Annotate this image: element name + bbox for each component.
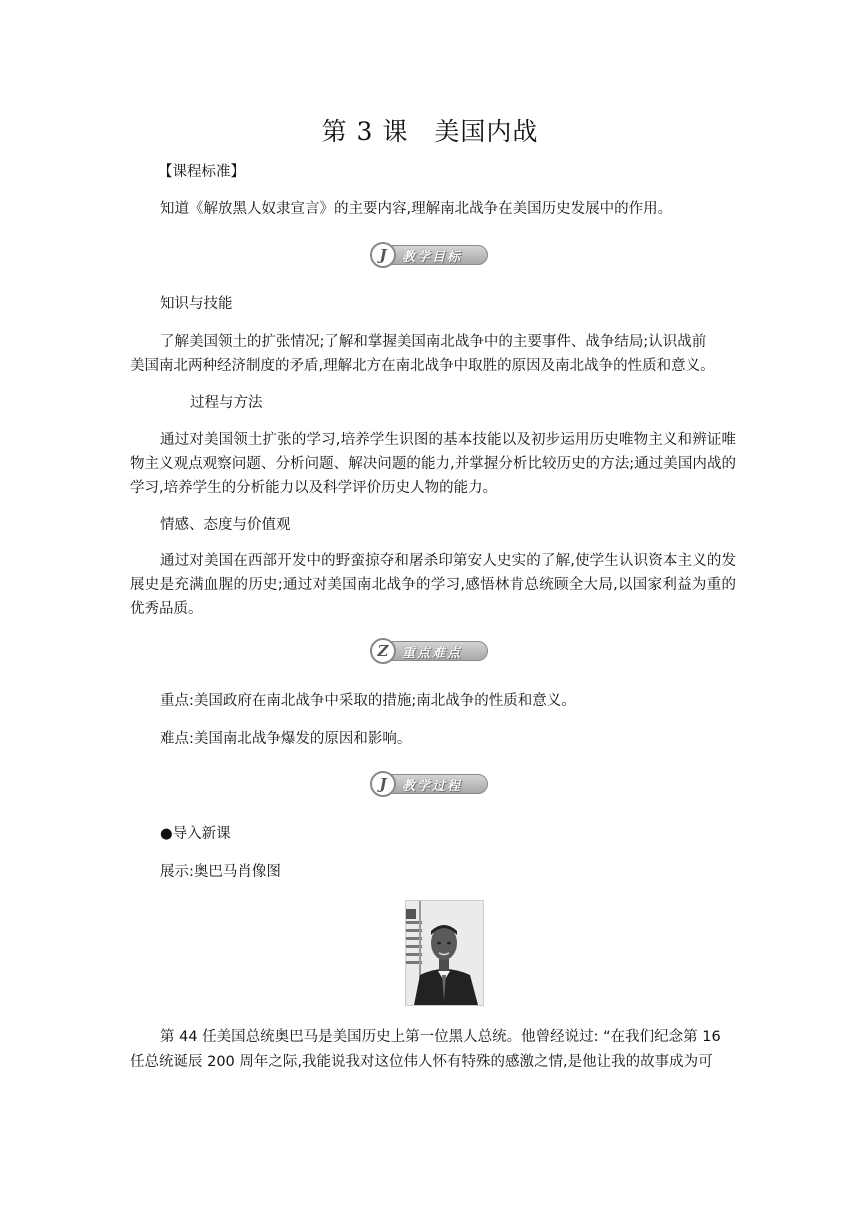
intro-show: 展示:奥巴马肖像图 <box>160 864 281 880</box>
banner-badge: J <box>370 242 396 268</box>
closing-line-1: 第 44 任美国总统奥巴马是美国历史上第一位黑人总统。他曾经说过: “在我们纪念第 16 <box>160 1029 721 1045</box>
difficult-point: 难点:美国南北战争爆发的原因和影响。 <box>160 731 412 747</box>
curriculum-standard-heading: 【课程标准】 <box>158 164 245 180</box>
key-point: 重点:美国政府在南北战争中采取的措施;南北战争的性质和意义。 <box>160 693 576 709</box>
process-method-text: 通过对美国领土扩张的学习,培养学生识图的基本技能以及初步运用历史唯物主义和辨证唯物主义观点观察问题、分析问题、解决问题的能力,并掌握分析比较历史的方法;通过美国内战的学习,培养学生的分析能力以及科学评价历史人物的能力。 <box>130 432 736 496</box>
lesson-title: 第 3 课 美国内战 <box>321 117 539 146</box>
banner-label: 教学过程 <box>402 779 463 794</box>
knowledge-line-1: 了解美国领土的扩张情况;了解和掌握美国南北战争中的主要事件、战争结局;认识战前 <box>160 334 707 350</box>
key-difficult-banner <box>370 638 490 664</box>
process-method-heading: 过程与方法 <box>190 395 263 411</box>
banner-label: 重点难点 <box>402 646 463 661</box>
emotion-values-heading: 情感、态度与价值观 <box>160 517 291 533</box>
banner-label: 教学目标 <box>402 250 463 265</box>
portrait-image <box>406 901 483 1005</box>
emotion-values-text: 通过对美国在西部开发中的野蛮掠夺和屠杀印第安人史实的了解,使学生认识资本主义的发展史是充满血腥的历史;通过对美国南北战争的学习,感悟林肯总统顾全大局,以国家利益为重的优秀品质。 <box>130 553 736 617</box>
banner-badge: Z <box>370 638 396 664</box>
knowledge-line-2: 美国南北两种经济制度的矛盾,理解北方在南北战争中取胜的原因及南北战争的性质和意义。 <box>130 358 715 374</box>
closing-line-2: 任总统诞辰 200 周年之际,我能说我对这位伟人怀有特殊的感激之情,是他让我的故事成为可 <box>130 1054 713 1070</box>
teaching-goals-banner <box>370 242 490 268</box>
curriculum-standard-text: 知道《解放黑人奴隶宣言》的主要内容,理解南北战争在美国历史发展中的作用。 <box>160 201 673 217</box>
knowledge-heading: 知识与技能 <box>160 296 233 312</box>
teaching-process-banner <box>370 771 490 797</box>
intro-heading: ●导入新课 <box>160 826 231 842</box>
banner-badge: J <box>370 771 396 797</box>
portrait-photo <box>405 900 484 1006</box>
